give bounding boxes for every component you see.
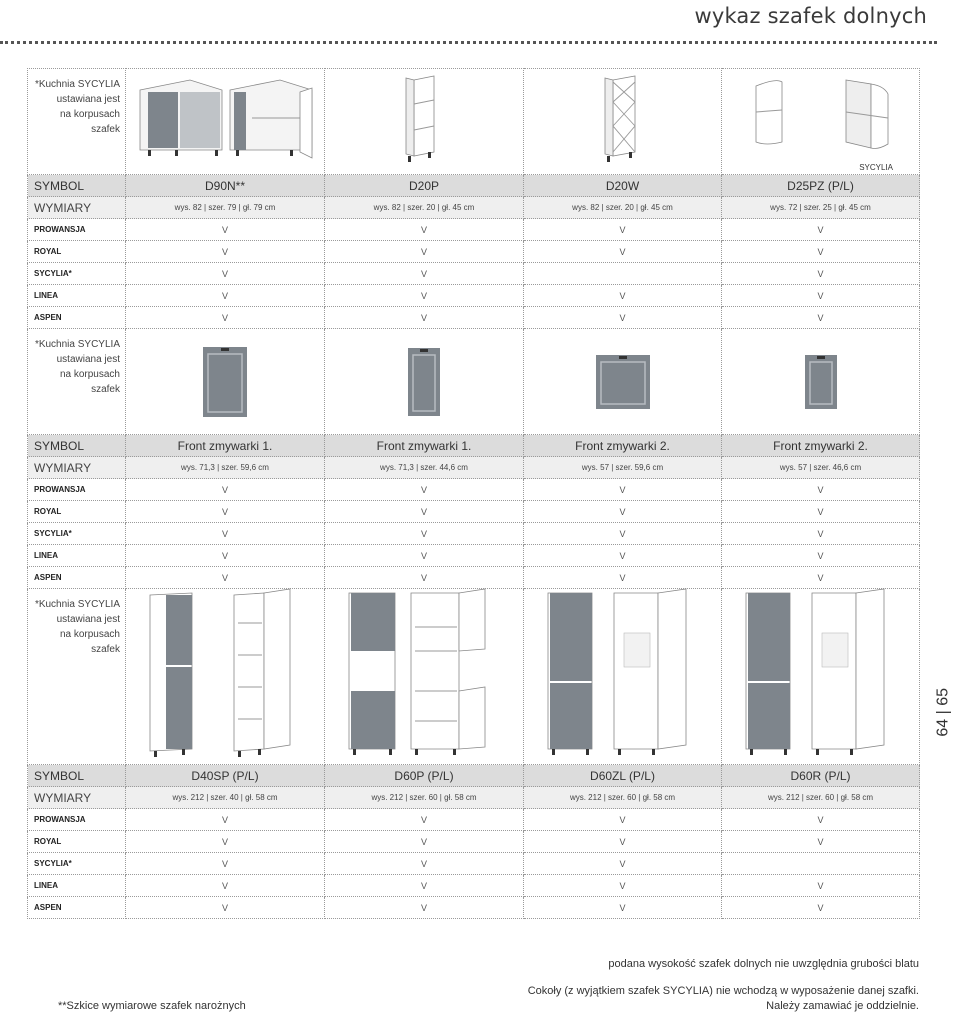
plinth-footnote-1: Cokoły (z wyjątkiem szafek SYCYLIA) nie wchodzą w wyposażenie danej szafki.: [527, 985, 919, 997]
side-note-line: *Kuchnia SYCYLIA: [34, 599, 120, 610]
variant-row: [28, 263, 920, 285]
product-image-cell: [722, 589, 920, 765]
variant-row: [28, 479, 920, 501]
product-symbol: D20W: [524, 175, 722, 197]
variant-row: [28, 853, 920, 875]
side-note-line: szafek: [91, 124, 120, 135]
title-divider: [0, 41, 937, 44]
product-symbol: Front zmywarki 2.: [524, 435, 722, 457]
availability-mark: V: [524, 219, 722, 241]
availability-mark: V: [126, 545, 325, 567]
product-dimensions: wys. 212 | szer. 60 | gł. 58 cm: [722, 787, 920, 809]
corner-cabinet-icon: [126, 72, 324, 172]
variant-row: [28, 307, 920, 329]
variant-label: ROYAL: [28, 831, 126, 853]
variant-row: [28, 567, 920, 589]
product-dimensions: wys. 71,3 | szer. 44,6 cm: [325, 457, 524, 479]
variant-label: LINEA: [28, 285, 126, 307]
availability-mark: V: [524, 831, 722, 853]
variant-label: ASPEN: [28, 567, 126, 589]
availability-mark: V: [126, 307, 325, 329]
height-footnote: podana wysokość szafek dolnych nie uwzględnia grubości blatu: [608, 958, 919, 970]
product-dimensions: wys. 57 | szer. 59,6 cm: [524, 457, 722, 479]
availability-mark: V: [524, 897, 722, 919]
fridge-tall-cabinet-icon: [524, 589, 721, 764]
product-image-cell: [722, 69, 920, 175]
availability-mark: V: [325, 501, 524, 523]
product-dimensions: wys. 212 | szer. 60 | gł. 58 cm: [325, 787, 524, 809]
availability-mark: V: [524, 567, 722, 589]
availability-mark: V: [722, 501, 920, 523]
narrow-shelf-cabinet-icon: [325, 72, 523, 172]
side-note-line: na korpusach: [59, 109, 120, 120]
availability-mark: V: [722, 809, 920, 831]
symbol-row: [28, 435, 920, 457]
variant-row: [28, 545, 920, 567]
availability-mark: V: [325, 307, 524, 329]
plinth-footnote-2: Należy zamawiać je oddzielnie.: [766, 1000, 919, 1012]
page-title: wykaz szafek dolnych: [694, 4, 927, 28]
availability-mark: [524, 263, 722, 285]
oven-tall-cabinet-icon: [325, 589, 523, 764]
product-dimensions: wys. 212 | szer. 60 | gł. 58 cm: [524, 787, 722, 809]
product-image-cell: [722, 329, 920, 435]
availability-mark: V: [524, 853, 722, 875]
fridge-tall-cabinet-icon: [722, 589, 919, 764]
product-image-cell: [524, 69, 722, 175]
sycylia-side-note: [28, 329, 126, 435]
variant-row: [28, 219, 920, 241]
wine-rack-cabinet-icon: [524, 72, 721, 172]
product-image-cell: [524, 329, 722, 435]
availability-mark: V: [325, 567, 524, 589]
side-note-line: szafek: [91, 644, 120, 655]
product-image-cell: [126, 69, 325, 175]
corner-footnote: **Szkice wymiarowe szafek narożnych: [58, 1000, 246, 1012]
availability-mark: V: [126, 501, 325, 523]
product-dimensions: wys. 57 | szer. 46,6 cm: [722, 457, 920, 479]
dimensions-label: WYMIARY: [28, 197, 126, 219]
availability-mark: V: [524, 501, 722, 523]
availability-mark: V: [126, 567, 325, 589]
product-dimensions: wys. 82 | szer. 79 | gł. 79 cm: [126, 197, 325, 219]
dimensions-label: WYMIARY: [28, 787, 126, 809]
product-image-cell: [325, 329, 524, 435]
side-note-line: ustawiana jest: [56, 614, 120, 625]
variant-label: ROYAL: [28, 501, 126, 523]
variant-label: PROWANSJA: [28, 809, 126, 831]
dishwasher-front-icon: [325, 346, 523, 418]
sycylia-side-note: [28, 589, 126, 765]
variant-label: SYCYLIA*: [28, 853, 126, 875]
product-symbol: D60ZL (P/L): [524, 765, 722, 787]
variant-label: LINEA: [28, 875, 126, 897]
symbol-label: SYMBOL: [28, 435, 126, 457]
variant-label: LINEA: [28, 545, 126, 567]
image-row: [28, 69, 920, 175]
availability-mark: V: [126, 241, 325, 263]
availability-mark: V: [325, 523, 524, 545]
product-image-cell: [325, 69, 524, 175]
product-symbol: D40SP (P/L): [126, 765, 325, 787]
availability-mark: V: [722, 263, 920, 285]
availability-mark: V: [325, 219, 524, 241]
availability-mark: V: [126, 853, 325, 875]
image-row: [28, 589, 920, 765]
side-note-line: na korpusach: [59, 369, 120, 380]
variant-row: [28, 241, 920, 263]
availability-mark: V: [325, 545, 524, 567]
product-dimensions: wys. 72 | szer. 25 | gł. 45 cm: [722, 197, 920, 219]
side-note-line: ustawiana jest: [56, 94, 120, 105]
dishwasher-front-icon: [722, 353, 919, 411]
variant-row: [28, 523, 920, 545]
product-symbol: D90N**: [126, 175, 325, 197]
product-image-cell: [524, 589, 722, 765]
availability-mark: V: [524, 285, 722, 307]
availability-mark: V: [722, 545, 920, 567]
availability-mark: V: [325, 897, 524, 919]
availability-mark: V: [722, 307, 920, 329]
availability-mark: V: [126, 523, 325, 545]
availability-mark: V: [524, 545, 722, 567]
product-dimensions: wys. 212 | szer. 40 | gł. 58 cm: [126, 787, 325, 809]
variant-label: ROYAL: [28, 241, 126, 263]
symbol-label: SYMBOL: [28, 175, 126, 197]
availability-mark: V: [325, 853, 524, 875]
availability-mark: V: [126, 897, 325, 919]
availability-mark: V: [524, 241, 722, 263]
side-note-line: szafek: [91, 384, 120, 395]
availability-mark: V: [126, 263, 325, 285]
variant-label: PROWANSJA: [28, 219, 126, 241]
variant-row: [28, 831, 920, 853]
cabinet-catalog-table: [27, 68, 920, 919]
symbol-row: [28, 175, 920, 197]
availability-mark: V: [722, 831, 920, 853]
variant-row: [28, 809, 920, 831]
variant-row: [28, 897, 920, 919]
availability-mark: V: [722, 875, 920, 897]
variant-label: SYCYLIA*: [28, 523, 126, 545]
availability-mark: V: [126, 479, 325, 501]
availability-mark: V: [722, 479, 920, 501]
dimensions-row: [28, 787, 920, 809]
product-symbol: Front zmywarki 1.: [126, 435, 325, 457]
dimensions-row: [28, 197, 920, 219]
tall-cabinet-icon: [126, 589, 324, 764]
product-symbol: D25PZ (P/L): [722, 175, 920, 197]
product-dimensions: wys. 82 | szer. 20 | gł. 45 cm: [325, 197, 524, 219]
availability-mark: V: [524, 523, 722, 545]
side-note-line: *Kuchnia SYCYLIA: [34, 339, 120, 350]
sycylia-side-note: [28, 69, 126, 175]
availability-mark: V: [722, 897, 920, 919]
variant-row: [28, 875, 920, 897]
product-symbol: Front zmywarki 2.: [722, 435, 920, 457]
product-symbol: D60R (P/L): [722, 765, 920, 787]
availability-mark: V: [722, 567, 920, 589]
availability-mark: [722, 853, 920, 875]
availability-mark: V: [126, 831, 325, 853]
availability-mark: V: [325, 809, 524, 831]
availability-mark: V: [325, 479, 524, 501]
availability-mark: V: [524, 307, 722, 329]
availability-mark: V: [126, 219, 325, 241]
dishwasher-front-icon: [126, 345, 324, 419]
availability-mark: V: [325, 263, 524, 285]
variant-label: PROWANSJA: [28, 479, 126, 501]
variant-row: [28, 285, 920, 307]
product-image-cell: [126, 329, 325, 435]
product-dimensions: wys. 71,3 | szer. 59,6 cm: [126, 457, 325, 479]
page-numbers: 64 | 65: [935, 688, 952, 737]
symbol-label: SYMBOL: [28, 765, 126, 787]
product-image-cell: [325, 589, 524, 765]
variant-label: ASPEN: [28, 307, 126, 329]
product-symbol: Front zmywarki 1.: [325, 435, 524, 457]
availability-mark: V: [325, 875, 524, 897]
availability-mark: V: [722, 219, 920, 241]
product-image-cell: [126, 589, 325, 765]
availability-mark: V: [524, 875, 722, 897]
availability-mark: V: [126, 285, 325, 307]
availability-mark: V: [722, 285, 920, 307]
side-note-line: na korpusach: [59, 629, 120, 640]
variant-label: SYCYLIA*: [28, 263, 126, 285]
availability-mark: V: [524, 479, 722, 501]
availability-mark: V: [325, 241, 524, 263]
availability-mark: V: [325, 285, 524, 307]
variant-label: ASPEN: [28, 897, 126, 919]
variant-row: [28, 501, 920, 523]
availability-mark: V: [524, 809, 722, 831]
dimensions-row: [28, 457, 920, 479]
image-caption: SYCYLIA: [859, 163, 893, 172]
availability-mark: V: [722, 241, 920, 263]
side-note-line: ustawiana jest: [56, 354, 120, 365]
availability-mark: V: [126, 809, 325, 831]
product-symbol: D20P: [325, 175, 524, 197]
availability-mark: V: [722, 523, 920, 545]
dimensions-label: WYMIARY: [28, 457, 126, 479]
availability-mark: V: [126, 875, 325, 897]
product-symbol: D60P (P/L): [325, 765, 524, 787]
product-dimensions: wys. 82 | szer. 20 | gł. 45 cm: [524, 197, 722, 219]
symbol-row: [28, 765, 920, 787]
dishwasher-front-icon: [524, 353, 721, 411]
image-row: [28, 329, 920, 435]
end-shelf-cabinet-icon: [722, 72, 919, 172]
availability-mark: V: [325, 831, 524, 853]
side-note-line: *Kuchnia SYCYLIA: [34, 79, 120, 90]
